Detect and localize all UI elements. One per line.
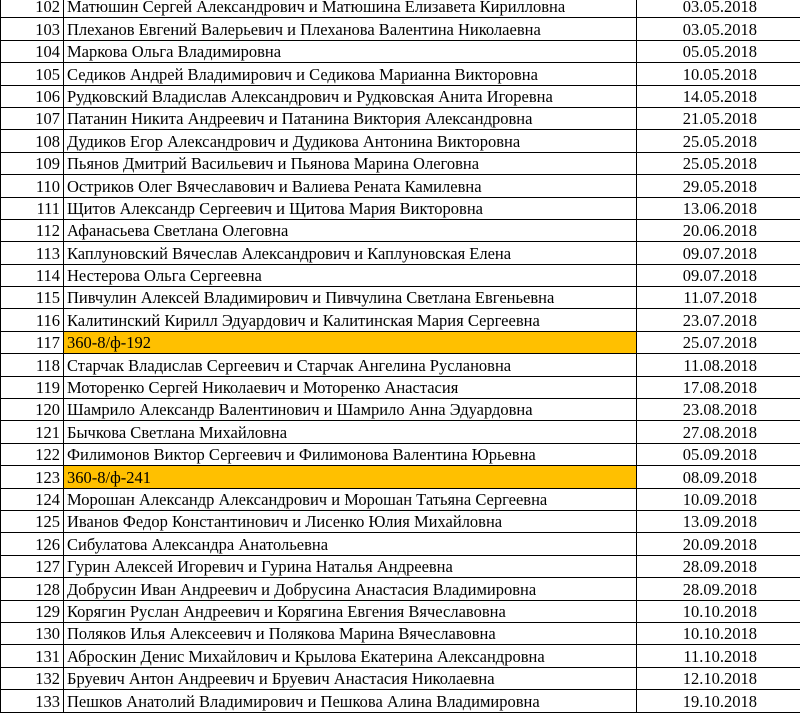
- row-number-cell[interactable]: 128: [1, 578, 64, 600]
- date-cell[interactable]: 05.05.2018: [637, 40, 800, 62]
- row-number-cell[interactable]: 122: [1, 443, 64, 465]
- table-row: [1, 175, 800, 197]
- row-number-cell[interactable]: 109: [1, 152, 64, 174]
- table-row: [1, 555, 800, 577]
- date-cell[interactable]: 28.09.2018: [637, 555, 800, 577]
- name-cell[interactable]: Калитинский Кирилл Эдуардович и Калитинская Мария Сергеевна: [64, 309, 637, 331]
- row-number-cell[interactable]: 115: [1, 287, 64, 309]
- name-cell[interactable]: Нестерова Ольга Сергеевна: [64, 264, 637, 286]
- date-cell[interactable]: 12.10.2018: [637, 667, 800, 689]
- table-row: [1, 533, 800, 555]
- name-cell[interactable]: Морошан Александр Александрович и Морошан Татьяна Сергеевна: [64, 488, 637, 510]
- name-cell[interactable]: Поляков Илья Алексеевич и Полякова Марина Вячеславовна: [64, 622, 637, 644]
- date-cell[interactable]: 10.10.2018: [637, 600, 800, 622]
- table-row: [1, 443, 800, 465]
- date-cell[interactable]: 05.09.2018: [637, 443, 800, 465]
- date-cell[interactable]: 23.08.2018: [637, 399, 800, 421]
- table-row: [1, 197, 800, 219]
- name-cell[interactable]: Моторенко Сергей Николаевич и Моторенко Анастасия: [64, 376, 637, 398]
- name-cell[interactable]: Сибулатова Александра Анатольевна: [64, 533, 637, 555]
- name-cell[interactable]: Гурин Алексей Игоревич и Гурина Наталья Андреевна: [64, 555, 637, 577]
- date-cell[interactable]: 13.09.2018: [637, 510, 800, 532]
- date-cell[interactable]: 23.07.2018: [637, 309, 800, 331]
- table-row: [1, 421, 800, 443]
- date-cell[interactable]: 03.05.2018: [637, 18, 800, 40]
- row-number-cell[interactable]: 110: [1, 175, 64, 197]
- name-cell[interactable]: Каплуновский Вячеслав Александрович и Каплуновская Елена: [64, 242, 637, 264]
- date-cell[interactable]: 25.07.2018: [637, 331, 800, 353]
- table-row: [1, 130, 800, 152]
- date-cell[interactable]: 11.10.2018: [637, 645, 800, 667]
- row-number-cell[interactable]: 112: [1, 219, 64, 241]
- table-row: [1, 667, 800, 689]
- name-cell[interactable]: Шамрило Александр Валентинович и Шамрило Анна Эдуардовна: [64, 399, 637, 421]
- table-row: [1, 645, 800, 667]
- name-cell[interactable]: Корягин Руслан Андреевич и Корягина Евгения Вячеславовна: [64, 600, 637, 622]
- date-cell[interactable]: 03.05.2018: [637, 0, 800, 18]
- date-cell[interactable]: 09.07.2018: [637, 264, 800, 286]
- name-cell[interactable]: 360-8/ф-192: [64, 331, 637, 353]
- row-number-cell[interactable]: 119: [1, 376, 64, 398]
- table-row: [1, 219, 800, 241]
- row-number-cell[interactable]: 111: [1, 197, 64, 219]
- name-cell[interactable]: Щитов Александр Сергеевич и Щитова Мария Викторовна: [64, 197, 637, 219]
- name-cell[interactable]: Афанасьева Светлана Олеговна: [64, 219, 637, 241]
- name-cell[interactable]: Старчак Владислав Сергеевич и Старчак Ангелина Руслановна: [64, 354, 637, 376]
- date-cell[interactable]: 25.05.2018: [637, 130, 800, 152]
- row-number-cell[interactable]: 117: [1, 331, 64, 353]
- row-number-cell[interactable]: 120: [1, 399, 64, 421]
- row-number-cell[interactable]: 123: [1, 466, 64, 488]
- row-number-cell[interactable]: 126: [1, 533, 64, 555]
- date-cell[interactable]: 27.08.2018: [637, 421, 800, 443]
- row-number-cell[interactable]: 104: [1, 40, 64, 62]
- table-row: [1, 287, 800, 309]
- name-cell[interactable]: 360-8/ф-241: [64, 466, 637, 488]
- table-row: [1, 488, 800, 510]
- table-row: [1, 40, 800, 62]
- date-cell[interactable]: 19.10.2018: [637, 690, 800, 712]
- row-number-cell[interactable]: 114: [1, 264, 64, 286]
- row-number-cell[interactable]: 118: [1, 354, 64, 376]
- date-cell[interactable]: 20.06.2018: [637, 219, 800, 241]
- row-number-cell[interactable]: 116: [1, 309, 64, 331]
- name-cell[interactable]: Бруевич Антон Андреевич и Бруевич Анастасия Николаевна: [64, 667, 637, 689]
- row-number-cell[interactable]: 105: [1, 63, 64, 85]
- name-cell[interactable]: Пивчулин Алексей Владимирович и Пивчулина Светлана Евгеньевна: [64, 287, 637, 309]
- row-number-cell[interactable]: 129: [1, 600, 64, 622]
- date-cell[interactable]: 14.05.2018: [637, 85, 800, 107]
- table-row: [1, 152, 800, 174]
- date-cell[interactable]: 08.09.2018: [637, 466, 800, 488]
- table-row: [1, 466, 800, 488]
- row-number-cell[interactable]: 132: [1, 667, 64, 689]
- date-cell[interactable]: 21.05.2018: [637, 107, 800, 129]
- name-cell[interactable]: Филимонов Виктор Сергеевич и Филимонова Валентина Юрьевна: [64, 443, 637, 465]
- row-number-cell[interactable]: 108: [1, 130, 64, 152]
- date-cell[interactable]: 11.07.2018: [637, 287, 800, 309]
- date-cell[interactable]: 10.09.2018: [637, 488, 800, 510]
- row-number-cell[interactable]: 133: [1, 690, 64, 712]
- name-cell[interactable]: Патанин Никита Андреевич и Патанина Виктория Александровна: [64, 107, 637, 129]
- name-cell[interactable]: Дудиков Егор Александрович и Дудикова Антонина Викторовна: [64, 130, 637, 152]
- name-cell[interactable]: Плеханов Евгений Валерьевич и Плеханова Валентина Николаевна: [64, 18, 637, 40]
- name-cell[interactable]: Остриков Олег Вячеславович и Валиева Рената Камилевна: [64, 175, 637, 197]
- table-row: [1, 242, 800, 264]
- date-cell[interactable]: 13.06.2018: [637, 197, 800, 219]
- table-row: [1, 354, 800, 376]
- table-row: [1, 690, 800, 712]
- name-cell[interactable]: Иванов Федор Константинович и Лисенко Юлия Михайловна: [64, 510, 637, 532]
- table-body: [1, 0, 800, 712]
- table-row: [1, 376, 800, 398]
- table-row: [1, 0, 800, 18]
- table-row: [1, 331, 800, 353]
- date-cell[interactable]: 28.09.2018: [637, 578, 800, 600]
- table-row: [1, 622, 800, 644]
- row-number-cell[interactable]: 125: [1, 510, 64, 532]
- date-cell[interactable]: 11.08.2018: [637, 354, 800, 376]
- row-number-cell[interactable]: 103: [1, 18, 64, 40]
- table-row: [1, 600, 800, 622]
- date-cell[interactable]: 10.10.2018: [637, 622, 800, 644]
- name-cell[interactable]: Бычкова Светлана Михайловна: [64, 421, 637, 443]
- name-cell[interactable]: Матюшин Сергей Александрович и Матюшина Елизавета Кирилловна: [64, 0, 637, 18]
- table-row: [1, 264, 800, 286]
- table-row: [1, 309, 800, 331]
- name-cell[interactable]: Рудковский Владислав Александрович и Рудковская Анита Игоревна: [64, 85, 637, 107]
- name-cell[interactable]: Пьянов Дмитрий Васильевич и Пьянова Марина Олеговна: [64, 152, 637, 174]
- name-cell[interactable]: Аброскин Денис Михайлович и Крылова Екатерина Александровна: [64, 645, 637, 667]
- table-row: [1, 18, 800, 40]
- row-number-cell[interactable]: 102: [1, 0, 64, 18]
- date-cell[interactable]: 09.07.2018: [637, 242, 800, 264]
- name-cell[interactable]: Пешков Анатолий Владимирович и Пешкова Алина Владимировна: [64, 690, 637, 712]
- table-row: [1, 107, 800, 129]
- name-cell[interactable]: Добрусин Иван Андреевич и Добрусина Анастасия Владимировна: [64, 578, 637, 600]
- date-cell[interactable]: 25.05.2018: [637, 152, 800, 174]
- name-cell[interactable]: Седиков Андрей Владимирович и Седикова Марианна Викторовна: [64, 63, 637, 85]
- row-number-cell[interactable]: 131: [1, 645, 64, 667]
- table-row: [1, 85, 800, 107]
- row-number-cell[interactable]: 106: [1, 85, 64, 107]
- row-number-cell[interactable]: 124: [1, 488, 64, 510]
- row-number-cell[interactable]: 113: [1, 242, 64, 264]
- date-cell[interactable]: 17.08.2018: [637, 376, 800, 398]
- table-row: [1, 63, 800, 85]
- row-number-cell[interactable]: 130: [1, 622, 64, 644]
- date-cell[interactable]: 20.09.2018: [637, 533, 800, 555]
- name-cell[interactable]: Маркова Ольга Владимировна: [64, 40, 637, 62]
- date-cell[interactable]: 29.05.2018: [637, 175, 800, 197]
- row-number-cell[interactable]: 121: [1, 421, 64, 443]
- row-number-cell[interactable]: 127: [1, 555, 64, 577]
- table-row: [1, 399, 800, 421]
- date-cell[interactable]: 10.05.2018: [637, 63, 800, 85]
- table-row: [1, 578, 800, 600]
- row-number-cell[interactable]: 107: [1, 107, 64, 129]
- table-row: [1, 510, 800, 532]
